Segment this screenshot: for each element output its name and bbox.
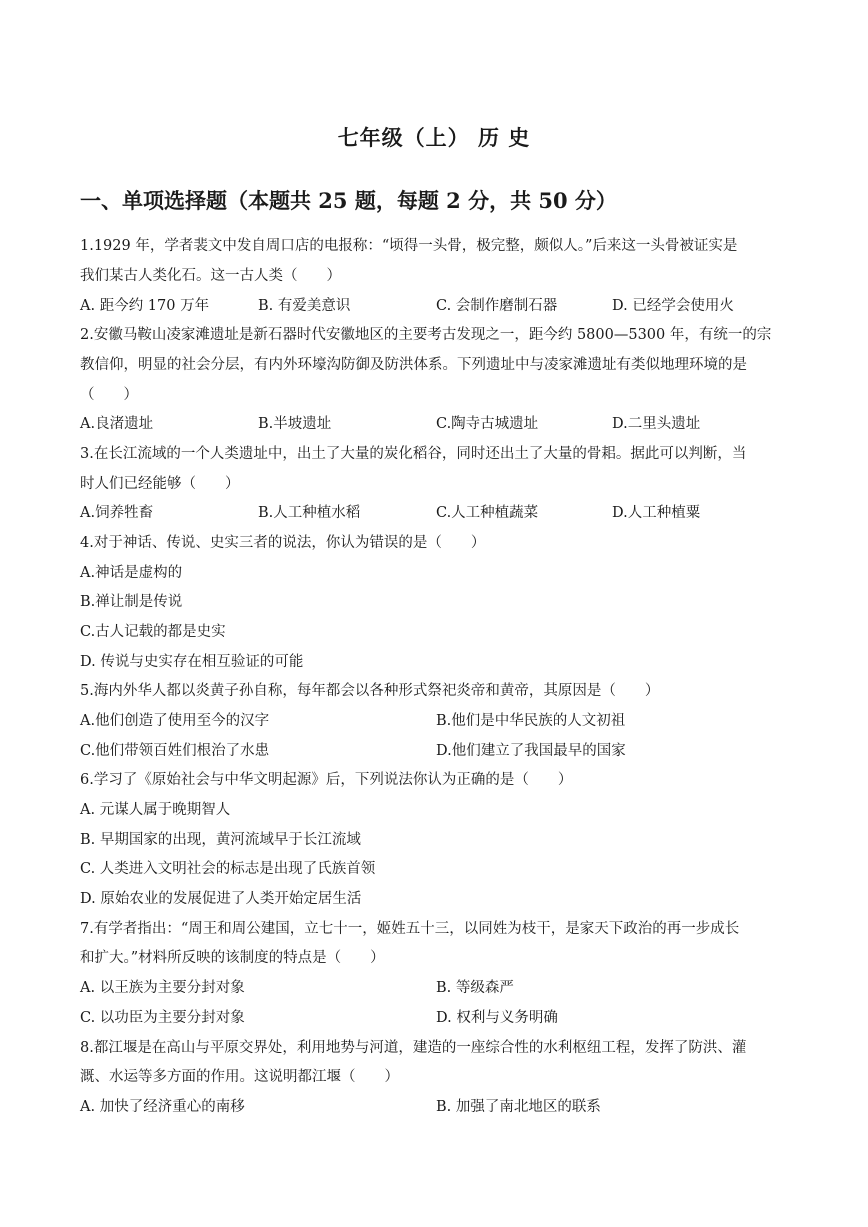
question-8-option-a: A. 加快了经济重心的南移 bbox=[80, 1099, 245, 1115]
question-8-line-2: 溉、水运等多方面的作用。这说明都江堰（ ） bbox=[80, 1069, 399, 1085]
question-1-option-b: B. 有爱美意识 bbox=[258, 298, 351, 314]
question-1-option-a: A. 距今约 170 万年 bbox=[80, 298, 210, 314]
question-7-line-2: 和扩大。”材料所反映的该制度的特点是（ ） bbox=[80, 950, 385, 966]
question-4-option-d: D. 传说与史实存在相互验证的可能 bbox=[80, 654, 304, 670]
question-2-option-a: A.良渚遗址 bbox=[80, 416, 154, 432]
question-4-option-c: C.古人记载的都是史实 bbox=[80, 624, 226, 640]
question-7-option-b: B. 等级森严 bbox=[436, 980, 514, 996]
question-5-line-1: 5.海内外华人都以炎黄子孙自称，每年都会以各种形式祭祀炎帝和黄帝，其原因是（ ） bbox=[80, 683, 660, 699]
question-3-option-a: A.饲养牲畜 bbox=[80, 505, 154, 521]
question-3-option-c: C.人工种植蔬菜 bbox=[436, 505, 539, 521]
question-5-option-b: B.他们是中华民族的人文初祖 bbox=[436, 713, 626, 729]
question-7-option-d: D. 权利与义务明确 bbox=[436, 1010, 558, 1026]
section-heading: 一、单项选择题（本题共 25 题，每题 2 分，共 50 分） bbox=[80, 188, 617, 213]
question-2-option-b: B.半坡遗址 bbox=[258, 416, 332, 432]
question-5-option-a: A.他们创造了使用至今的汉字 bbox=[80, 713, 270, 729]
question-3-line-2: 时人们已经能够（ ） bbox=[80, 476, 240, 492]
question-2-line-2: 教信仰，明显的社会分层，有内外环壕沟防御及防洪体系。下列遗址中与凌家滩遗址有类似地理环境的是 bbox=[80, 357, 747, 373]
question-6-option-a: A. 元谋人属于晚期智人 bbox=[80, 802, 231, 818]
question-5-option-c: C.他们带领百姓们根治了水患 bbox=[80, 743, 270, 759]
question-6-line-1: 6.学习了《原始社会与中华文明起源》后，下列说法你认为正确的是（ ） bbox=[80, 772, 573, 788]
question-4-line-1: 4.对于神话、传说、史实三者的说法，你认为错误的是（ ） bbox=[80, 535, 486, 551]
question-2-line-1: 2.安徽马鞍山凌家滩遗址是新石器时代安徽地区的主要考古发现之一，距今约 5800—5300 年，有统一的宗 bbox=[80, 327, 772, 343]
question-8-option-b: B. 加强了南北地区的联系 bbox=[436, 1099, 601, 1115]
question-5-option-d: D.他们建立了我国最早的国家 bbox=[436, 743, 626, 759]
question-3-option-d: D.人工种植粟 bbox=[612, 505, 701, 521]
question-2-option-d: D.二里头遗址 bbox=[612, 416, 701, 432]
question-3-line-1: 3.在长江流域的一个人类遗址中，出土了大量的炭化稻谷，同时还出土了大量的骨耜。据此可以判断，当 bbox=[80, 446, 747, 462]
question-4-option-a: A.神话是虚构的 bbox=[80, 565, 183, 581]
question-2-line-3: （ ） bbox=[80, 387, 138, 403]
question-1-option-d: D. 已经学会使用火 bbox=[612, 298, 734, 314]
question-6-option-d: D. 原始农业的发展促进了人类开始定居生活 bbox=[80, 891, 362, 907]
question-4-option-b: B.禅让制是传说 bbox=[80, 594, 183, 610]
page-title: 七年级（上） 历 史 bbox=[337, 125, 531, 150]
question-7-option-c: C. 以功臣为主要分封对象 bbox=[80, 1010, 245, 1026]
question-7-line-1: 7.有学者指出：“周王和周公建国，立七十一，姬姓五十三，以同姓为枝干，是家天下政治的再一步成长 bbox=[80, 921, 740, 937]
question-1-option-c: C. 会制作磨制石器 bbox=[436, 298, 558, 314]
question-3-option-b: B.人工种植水稻 bbox=[258, 505, 361, 521]
question-8-line-1: 8.都江堰是在高山与平原交界处，利用地势与河道，建造的一座综合性的水利枢纽工程，发挥了防洪、灌 bbox=[80, 1040, 747, 1056]
question-6-option-c: C. 人类进入文明社会的标志是出现了氏族首领 bbox=[80, 861, 376, 877]
question-1-line-1: 1.1929 年，学者裴文中发自周口店的电报称：“顷得一头骨，极完整，颇似人。”后来这一头骨被证实是 bbox=[80, 238, 738, 254]
question-6-option-b: B. 早期国家的出现，黄河流域早于长江流域 bbox=[80, 832, 361, 848]
question-2-option-c: C.陶寺古城遗址 bbox=[436, 416, 539, 432]
question-1-line-2: 我们某古人类化石。这一古人类（ ） bbox=[80, 268, 341, 284]
question-7-option-a: A. 以王族为主要分封对象 bbox=[80, 980, 245, 996]
